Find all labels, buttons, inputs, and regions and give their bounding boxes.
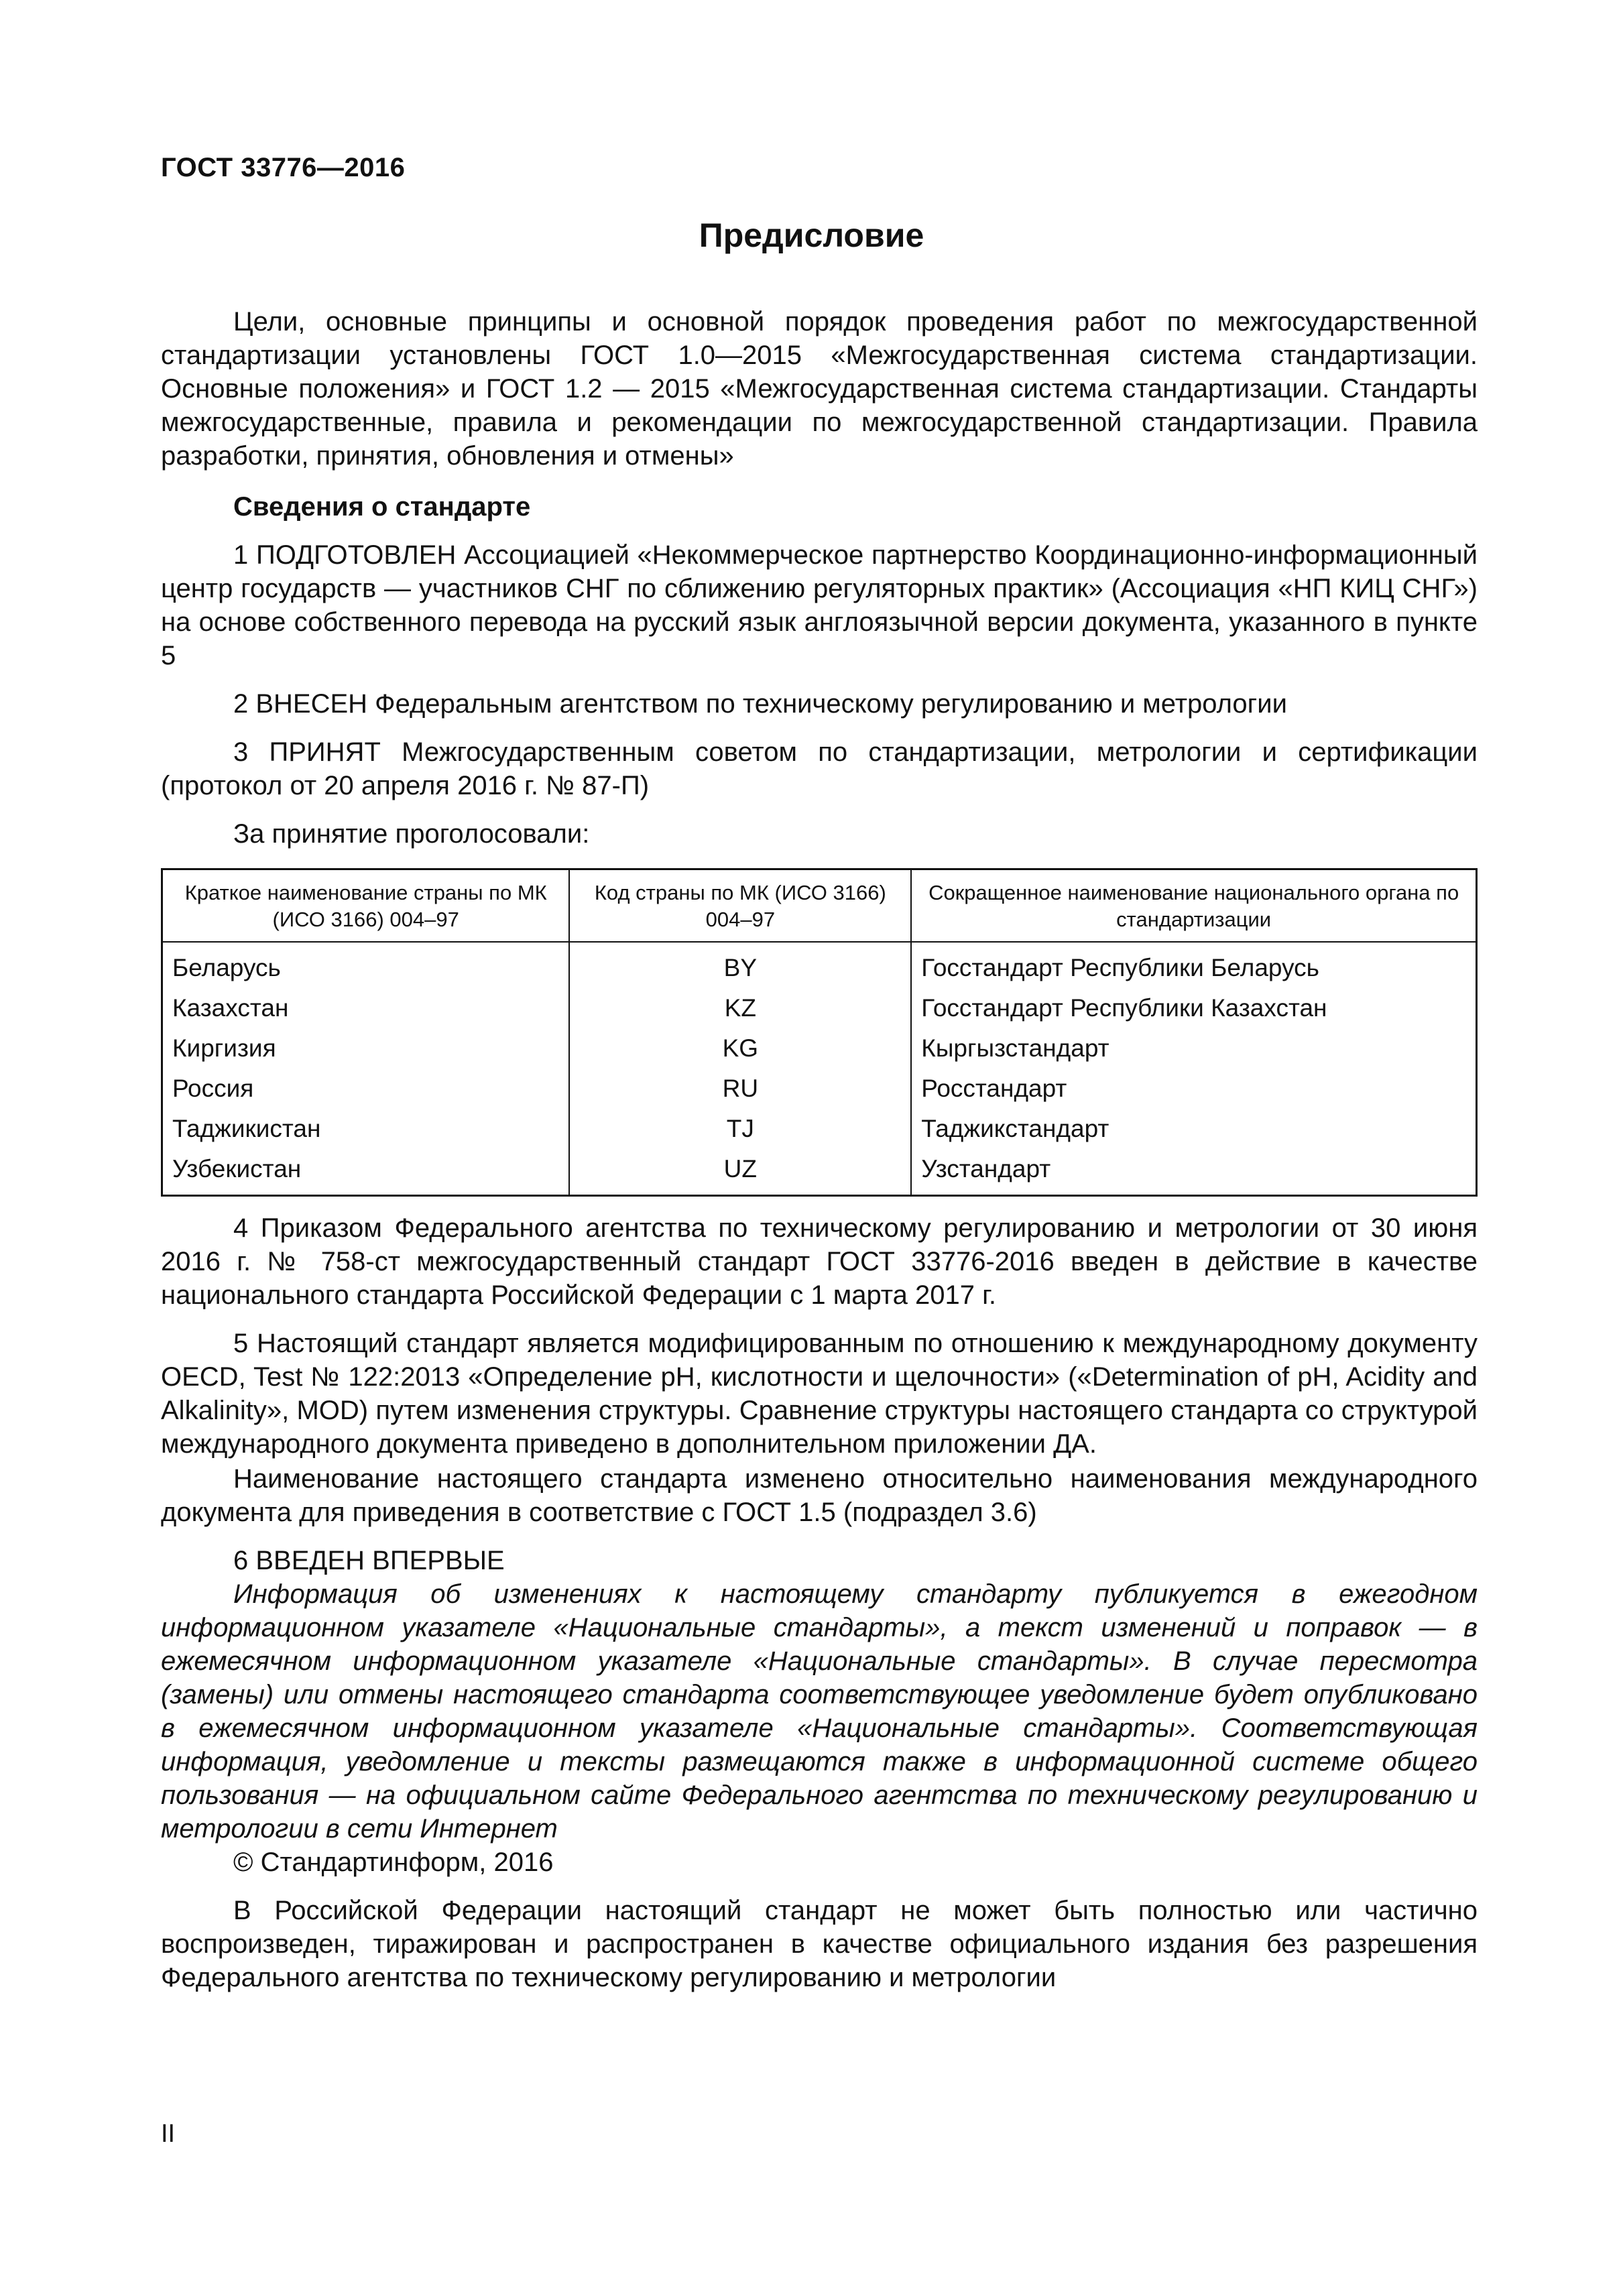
table-cell-country: Россия — [162, 1069, 570, 1109]
amendments-notice: Информация об изменениях к настоящему стандарту публикуется в ежегодном информационном указателе «Национальные стандарты», а текст изменений и поправок — в ежемесячном информационном указателе «Национальные стандарты». В случае пересмотра (замены) или отмены настоящего стандарта соответствующее уведомление будет опубликовано в ежемесячном информационном указателе «Национальные стандарты». Соответствующая информация, уведомление и тексты размещаются также в информационной системе общего пользования — на официальном сайте Федерального агентства по техническому регулированию и метрологии в сети Интернет — [161, 1579, 1478, 1844]
table-cell-body: Таджикстандарт — [911, 1109, 1476, 1149]
table-header-country: Краткое наименование страны по МК (ИСО 3166) 004–97 — [162, 869, 570, 943]
page-number: II — [161, 2120, 176, 2148]
table-cell-code: KZ — [569, 988, 911, 1028]
table-cell-country: Казахстан — [162, 988, 570, 1028]
voted-label: За принятие проголосовали: — [233, 819, 590, 849]
table-cell-country: Беларусь — [162, 942, 570, 988]
reproduction-notice: В Российской Федерации настоящий стандарт не может быть полностью или частично воспроизведен, тиражирован и распространен в качестве официального издания без разрешения Федерального агентства по техническому регулированию и метрологии — [161, 1896, 1478, 1992]
item-4-paragraph: 4 Приказом Федерального агентства по техническому регулированию и метрологии от 30 июня 2016 г. № 758-ст межгосударственный стандарт ГОСТ 33776-2016 введен в действие в качестве национального стандарта Российской Федерации с 1 марта 2017 г. — [161, 1213, 1478, 1310]
table-row — [162, 988, 1477, 1028]
page-title: Предисловие — [699, 217, 924, 254]
table-row — [162, 1069, 1477, 1109]
table-cell-code: BY — [569, 942, 911, 988]
table-row — [162, 942, 1477, 988]
table-row — [162, 1109, 1477, 1149]
copyright-line: © Стандартинформ, 2016 — [233, 1848, 554, 1877]
table-cell-code: RU — [569, 1069, 911, 1109]
table-header-body: Сокращенное наименование национального органа по стандартизации — [911, 869, 1476, 943]
item-6-paragraph: 6 ВВЕДЕН ВПЕРВЫЕ — [233, 1546, 505, 1575]
table-cell-country: Киргизия — [162, 1028, 570, 1069]
table-cell-body: Госстандарт Республики Беларусь — [911, 942, 1476, 988]
document-code: ГОСТ 33776—2016 — [161, 153, 406, 182]
table-row — [162, 1028, 1477, 1069]
table-cell-code: TJ — [569, 1109, 911, 1149]
table-cell-code: KG — [569, 1028, 911, 1069]
table-header-code: Код страны по МК (ИСО 3166) 004–97 — [569, 869, 911, 943]
countries-table — [161, 868, 1478, 1197]
table-cell-body: Узстандарт — [911, 1149, 1476, 1196]
item-2-paragraph: 2 ВНЕСЕН Федеральным агентством по техническому регулированию и метрологии — [233, 689, 1287, 719]
table-cell-country: Таджикистан — [162, 1109, 570, 1149]
table-cell-country: Узбекистан — [162, 1149, 570, 1196]
section-heading: Сведения о стандарте — [233, 492, 531, 522]
table-row — [162, 1149, 1477, 1196]
intro-paragraph: Цели, основные принципы и основной порядок проведения работ по межгосударственной стандартизации установлены ГОСТ 1.0—2015 «Межгосударственная система стандартизации. Основные положения» и ГОСТ 1.2 — 2015 «Межгосударственная система стандартизации. Стандарты межгосударственные, правила и рекомендации по межгосударственной стандартизации. Правила разработки, принятия, обновления и отмены» — [161, 307, 1478, 471]
document-body — [161, 305, 1478, 1994]
item-5-paragraph: 5 Настоящий стандарт является модифицированным по отношению к международному документу OECD, Test № 122:2013 «Определение рН, кислотности и щелочности» («Determination of pH, Acidity and Alkalinity», MOD) путем изменения структуры. Сравнение структуры настоящего стандарта со структурой международного документа приведено в дополнительном приложении ДА. — [161, 1329, 1478, 1459]
item-3-paragraph: 3 ПРИНЯТ Межгосударственным советом по стандартизации, метрологии и сертификации (протокол от 20 апреля 2016 г. № 87-П) — [161, 737, 1478, 800]
table-cell-body: Госстандарт Республики Казахстан — [911, 988, 1476, 1028]
table-cell-code: UZ — [569, 1149, 911, 1196]
table-cell-body: Кыргызстандарт — [911, 1028, 1476, 1069]
table-header-row — [162, 869, 1477, 943]
item-5-note-paragraph: Наименование настоящего стандарта изменено относительно наименования международного документа для приведения в соответствие с ГОСТ 1.5 (подраздел 3.6) — [161, 1464, 1478, 1527]
item-1-paragraph: 1 ПОДГОТОВЛЕН Ассоциацией «Некоммерческое партнерство Координационно-информационный центр государств — участников СНГ по сближению регуляторных практик» (Ассоциация «НП КИЦ СНГ») на основе собственного перевода на русский язык англоязычной версии документа, указанного в пункте 5 — [161, 540, 1478, 670]
table-cell-body: Росстандарт — [911, 1069, 1476, 1109]
